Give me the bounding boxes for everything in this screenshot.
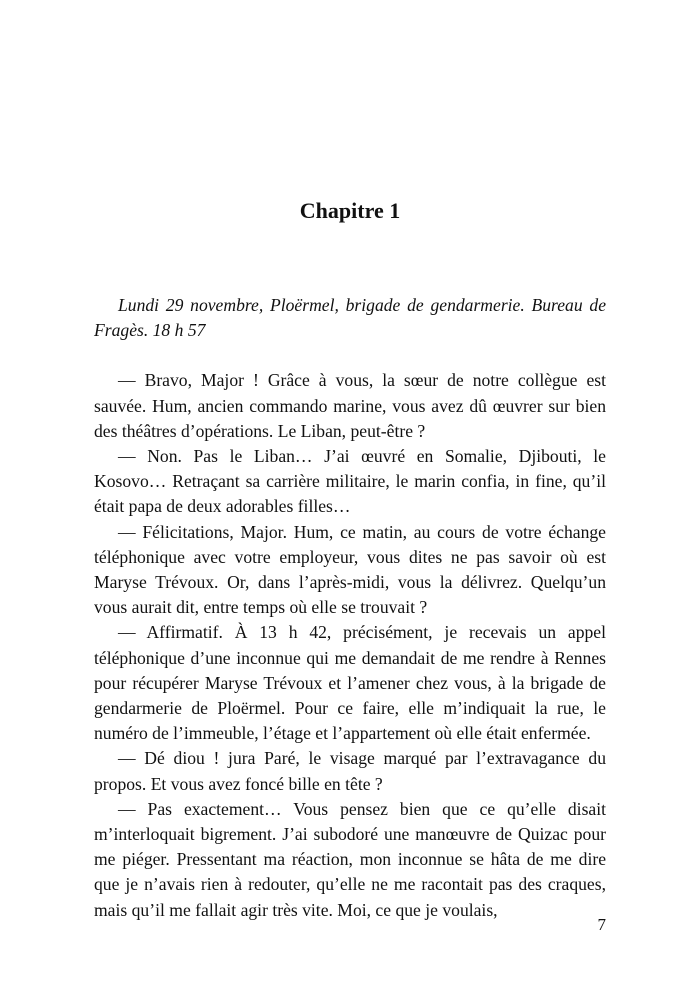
- paragraph: — Dé diou ! jura Paré, le visage marqué par l’extravagance du propos. Et vous avez foncé bille en tête ?: [94, 748, 606, 794]
- paragraph: — Félicitations, Major. Hum, ce matin, au cours de votre échange téléphonique avec votre employeur, vous dites ne pas savoir où est Maryse Trévoux. Or, dans l’après-midi, vous la délivrez. Quelqu’un vous aurait dit, entre temps où elle se trouvait ?: [94, 521, 606, 618]
- paragraph: — Bravo, Major ! Grâce à vous, la sœur de notre collègue est sauvée. Hum, ancien commando marine, vous avez dû œuvrer sur bien des théâtres d’opérations. Le Liban, peut-être ?: [94, 370, 606, 441]
- paragraph: — Affirmatif. À 13 h 42, précisément, je recevais un appel téléphonique d’une inconnue qui me demandait de me rendre à Rennes pour récupérer Maryse Trévoux et l’amener chez vous, à la brigade de gendarmerie de Ploërmel. Pour ce faire, elle m’indiquait la rue, le numéro de l’immeuble, l’étage et l’appartement où elle était enfermée.: [94, 622, 606, 744]
- paragraph: — Pas exactement… Vous pensez bien que ce qu’elle disait m’interloquait bigrement. J’ai subodoré une manœuvre de Quizac pour me piéger. Pressentant ma réaction, mon inconnue se hâta de me dire que je n’avais rien à redouter, qu’elle ne me racontait pas des craques, mais qu’il me fallait agir très vite. Moi, ce que je voulais,: [94, 798, 606, 920]
- page-number: 7: [597, 915, 606, 934]
- dateline: Lundi 29 novembre, Ploërmel, brigade de gendarmerie. Bureau de Fragès. 18 h 57: [94, 295, 606, 341]
- chapter-title: Chapitre 1: [299, 198, 401, 223]
- chapter-body: [94, 293, 606, 923]
- paragraph: — Non. Pas le Liban… J’ai œuvré en Somalie, Djibouti, le Kosovo… Retraçant sa carrière militaire, le marin confia, in fine, qu’il était papa de deux adorables filles…: [94, 446, 606, 517]
